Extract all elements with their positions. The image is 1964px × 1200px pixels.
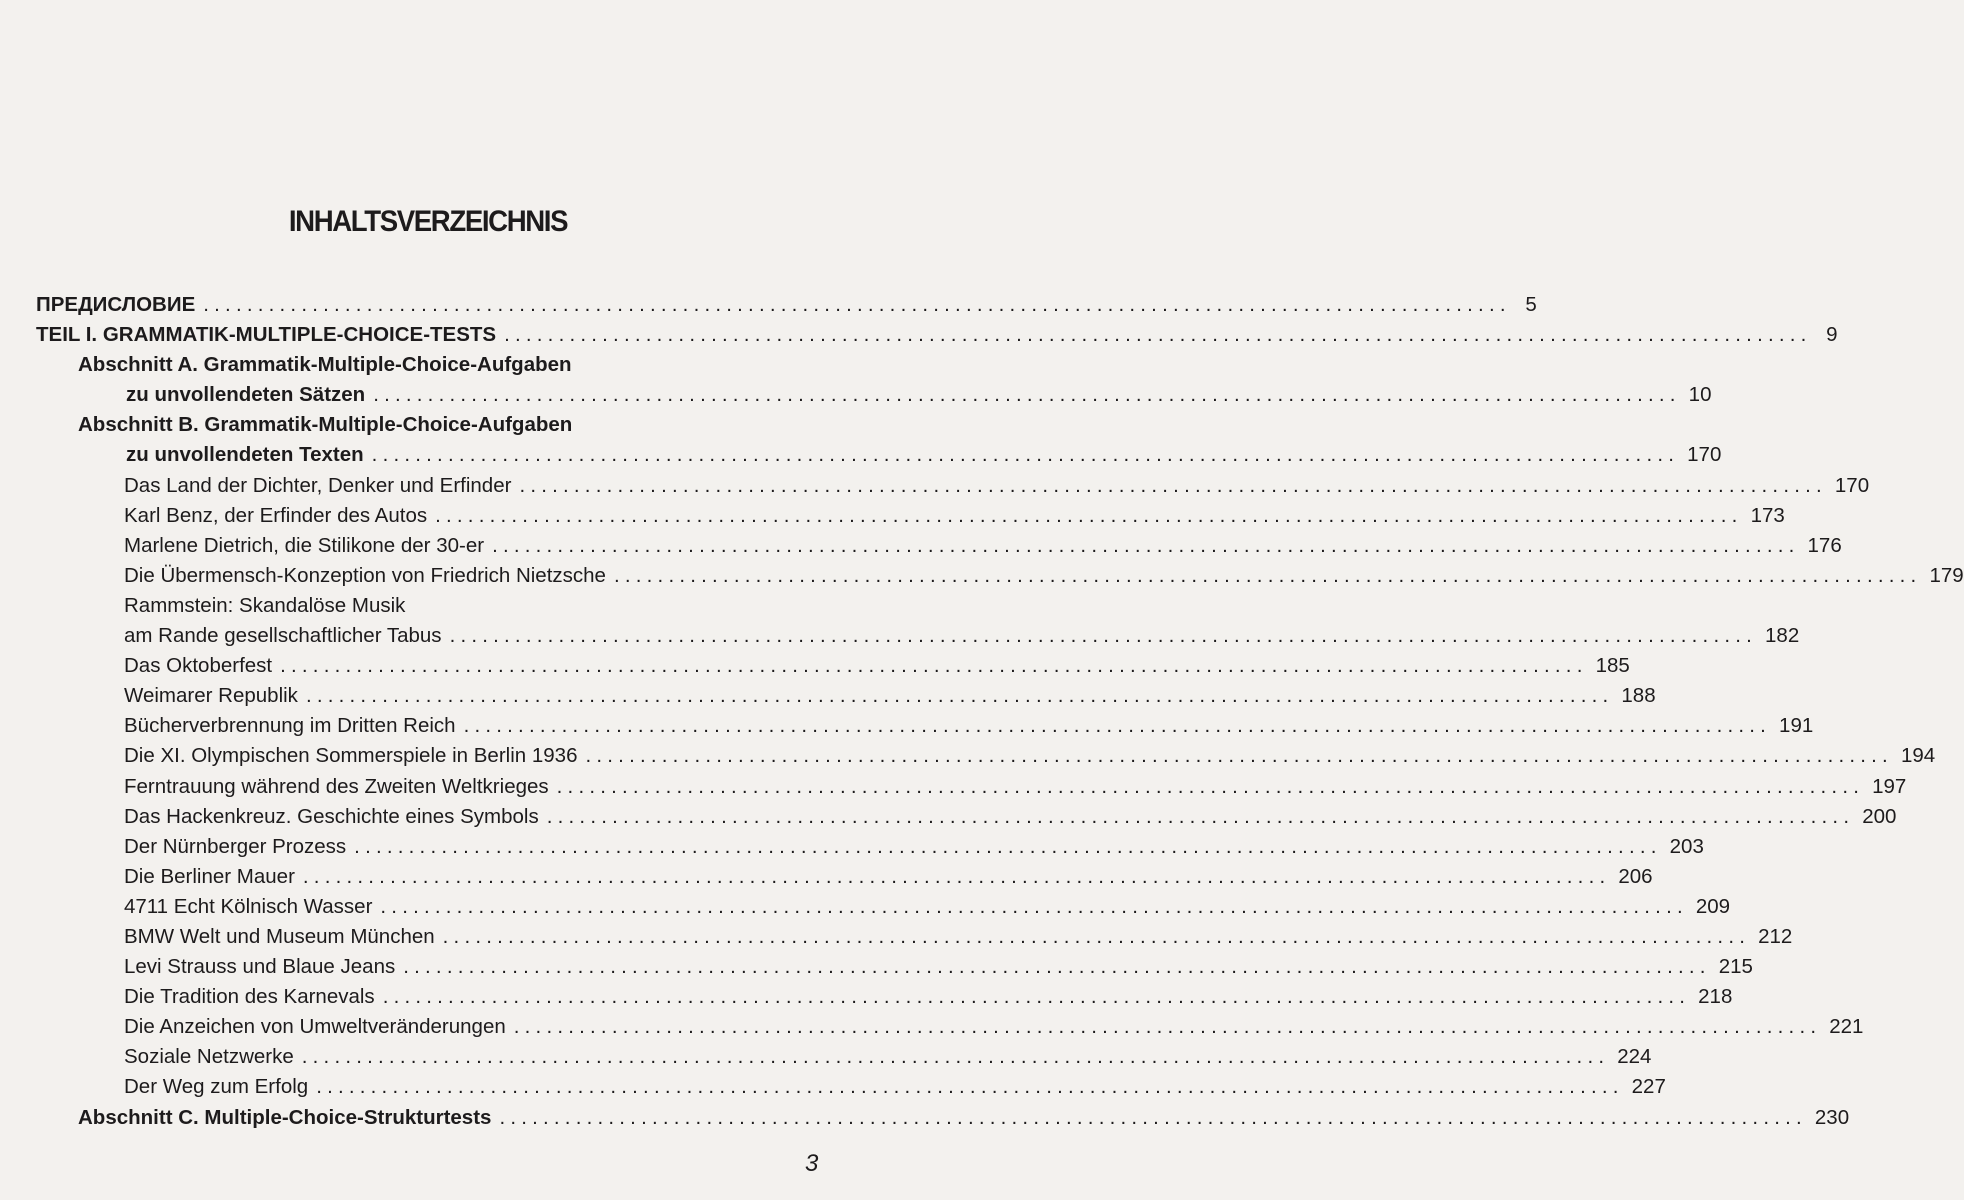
- toc-entry: [36, 563, 1964, 594]
- toc-entry: [36, 864, 1653, 895]
- dot-leader: ........................................................................................................................: [373, 383, 1681, 407]
- toc-entry-page: 5: [1525, 293, 1537, 316]
- toc-entry-title: Abschnitt B. Grammatik-Multiple-Choice-Aufgaben: [78, 413, 573, 437]
- dot-leader: ........................................................................................................................: [382, 985, 1691, 1009]
- toc-entry-page: 188: [1621, 684, 1656, 708]
- toc-entry-title: Soziale Netzwerke: [124, 1045, 294, 1069]
- toc-entry: [36, 684, 1656, 714]
- toc-entry-title: TEIL I. GRAMMATIK-MULTIPLE-CHOICE-TESTS: [36, 323, 497, 347]
- dot-leader: ........................................................................................................................: [546, 804, 1855, 828]
- toc-entry-page: 191: [1779, 714, 1814, 738]
- dot-leader: ........................................................................................................................: [316, 1075, 1624, 1099]
- dot-leader: ........................................................................................................................: [380, 894, 1688, 918]
- table-of-contents: [36, 293, 1964, 1136]
- toc-entry: [36, 714, 1814, 744]
- toc-entry-page: 197: [1872, 774, 1907, 798]
- toc-entry-page: 206: [1618, 864, 1653, 888]
- toc-entry: [36, 774, 1907, 805]
- toc-entry-title: BMW Welt und Museum München: [124, 924, 435, 948]
- dot-leader: ........................................................................................................................: [519, 473, 1827, 497]
- toc-entry-title: Abschnitt C. Multiple-Choice-Strukturtests: [78, 1105, 492, 1129]
- toc-entry-title: Die Übermensch-Konzeption von Friedrich Nietzsche: [124, 563, 606, 587]
- toc-entry: [36, 1075, 1666, 1105]
- toc-entry-page: 182: [1765, 624, 1800, 648]
- toc-entry-page: 215: [1718, 955, 1753, 979]
- toc-entry-page: 218: [1698, 985, 1733, 1009]
- dot-leader: ........................................................................................................................: [449, 624, 1758, 648]
- toc-entry-title: Das Oktoberfest: [124, 654, 273, 678]
- dot-leader: ........................................................................................................................: [613, 563, 1922, 587]
- toc-entry: [36, 533, 1842, 564]
- toc-entry-page: 200: [1862, 804, 1897, 828]
- dot-leader: ........................................................................................................................: [302, 864, 1611, 888]
- toc-entry-title: Die Anzeichen von Umweltveränderungen: [124, 1015, 506, 1039]
- dot-leader: ........................................................................................................................: [499, 1105, 1807, 1129]
- toc-entry: [36, 924, 1793, 955]
- dot-leader: ........................................................................................................................: [492, 533, 1800, 557]
- toc-entry: [36, 654, 1630, 684]
- dot-leader: ........................................................................................................................: [504, 323, 1812, 347]
- toc-entry: [36, 413, 822, 443]
- toc-entry: [36, 323, 1838, 353]
- dot-leader: ........................................................................................................................: [354, 834, 1662, 858]
- toc-entry-title: Die Berliner Mauer: [124, 864, 295, 888]
- toc-entry-page: 212: [1758, 924, 1793, 948]
- toc-entry-title: Karl Benz, der Erfinder des Autos: [124, 503, 428, 527]
- toc-entry: [36, 503, 1785, 534]
- dot-leader: ........................................................................................................................: [301, 1045, 1610, 1069]
- toc-entry: [36, 473, 1870, 504]
- dot-leader: ........................................................................................................................: [305, 684, 1614, 708]
- toc-entry: [36, 293, 1537, 323]
- toc-entry: [36, 383, 1712, 413]
- dot-leader: ........................................................................................................................: [585, 744, 1893, 768]
- toc-entry: [36, 834, 1704, 865]
- toc-entry: [36, 894, 1731, 925]
- toc-entry-page: 185: [1595, 654, 1630, 678]
- toc-entry-title: Rammstein: Skandalöse Musik: [124, 593, 406, 617]
- toc-entry: [36, 985, 1733, 1015]
- toc-entry-page: 203: [1669, 834, 1704, 858]
- toc-entry: [36, 1105, 1850, 1136]
- toc-entry-title: Die Tradition des Karnevals: [124, 985, 375, 1009]
- toc-entry: [36, 594, 822, 624]
- toc-entry-title: Levi Strauss und Blaue Jeans: [124, 955, 396, 979]
- toc-entry-title: Der Nürnberger Prozess: [124, 834, 347, 858]
- dot-leader: ........................................................................................................................: [371, 443, 1680, 467]
- toc-entry: [36, 744, 1936, 774]
- toc-entry: [36, 443, 1722, 473]
- dot-leader: ........................................................................................................................: [442, 924, 1751, 948]
- toc-entry-title: Weimarer Republik: [124, 684, 298, 708]
- toc-entry-page: 230: [1814, 1105, 1850, 1129]
- toc-entry: [36, 804, 1897, 835]
- toc-entry-title: Marlene Dietrich, die Stilikone der 30-er: [124, 533, 485, 557]
- toc-entry-page: 176: [1807, 533, 1842, 557]
- toc-entry-title: Das Land der Dichter, Denker und Erfinder: [124, 473, 512, 497]
- toc-entry-page: 170: [1834, 473, 1870, 497]
- toc-entry-page: 194: [1900, 744, 1936, 768]
- toc-entry-page: 170: [1687, 443, 1722, 467]
- toc-entry-title: Abschnitt A. Grammatik-Multiple-Choice-Aufgaben: [78, 353, 572, 377]
- toc-entry-title: am Rande gesellschaftlicher Tabus: [124, 624, 442, 648]
- toc-entry-page: 9: [1826, 323, 1838, 347]
- dot-leader: ........................................................................................................................: [513, 1015, 1822, 1039]
- toc-entry-page: 179: [1929, 563, 1964, 587]
- toc-entry-title: zu unvollendeten Sätzen: [126, 383, 366, 407]
- toc-entry-page: 173: [1750, 503, 1785, 527]
- dot-leader: ........................................................................................................................: [203, 293, 1511, 316]
- toc-entry-title: 4711 Echt Kölnisch Wasser: [124, 894, 373, 918]
- toc-entry-title: zu unvollendeten Texten: [126, 443, 364, 467]
- toc-entry: [36, 1045, 1652, 1075]
- dot-leader: ........................................................................................................................: [280, 654, 1588, 678]
- toc-entry-page: 224: [1617, 1045, 1652, 1069]
- toc-entry-title: Das Hackenkreuz. Geschichte eines Symbols: [124, 804, 539, 828]
- toc-entry: [36, 1015, 1864, 1045]
- dot-leader: ........................................................................................................................: [463, 714, 1772, 738]
- dot-leader: ........................................................................................................................: [435, 503, 1743, 527]
- toc-entry-title: Bücherverbrennung im Dritten Reich: [124, 714, 456, 738]
- dot-leader: ........................................................................................................................: [556, 774, 1865, 798]
- toc-entry-page: 209: [1695, 894, 1731, 918]
- page-number: 3: [805, 1150, 819, 1177]
- toc-entry: [36, 624, 1800, 654]
- toc-entry-title: Die XI. Olympischen Sommerspiele in Berlin 1936: [124, 744, 578, 768]
- page-title: INHALTSVERZEICHNIS: [288, 205, 568, 238]
- toc-entry-page: 221: [1829, 1015, 1864, 1039]
- toc-entry: [36, 955, 1753, 985]
- dot-leader: ........................................................................................................................: [403, 955, 1711, 979]
- toc-entry-title: Der Weg zum Erfolg: [124, 1075, 309, 1099]
- toc-entry-title: Ferntrauung während des Zweiten Weltkrieges: [124, 774, 549, 798]
- toc-entry: [36, 353, 822, 383]
- toc-entry-page: 227: [1631, 1075, 1666, 1099]
- toc-entry-title: ПРЕДИСЛОВИЕ: [36, 293, 196, 316]
- toc-entry-page: 10: [1688, 383, 1712, 407]
